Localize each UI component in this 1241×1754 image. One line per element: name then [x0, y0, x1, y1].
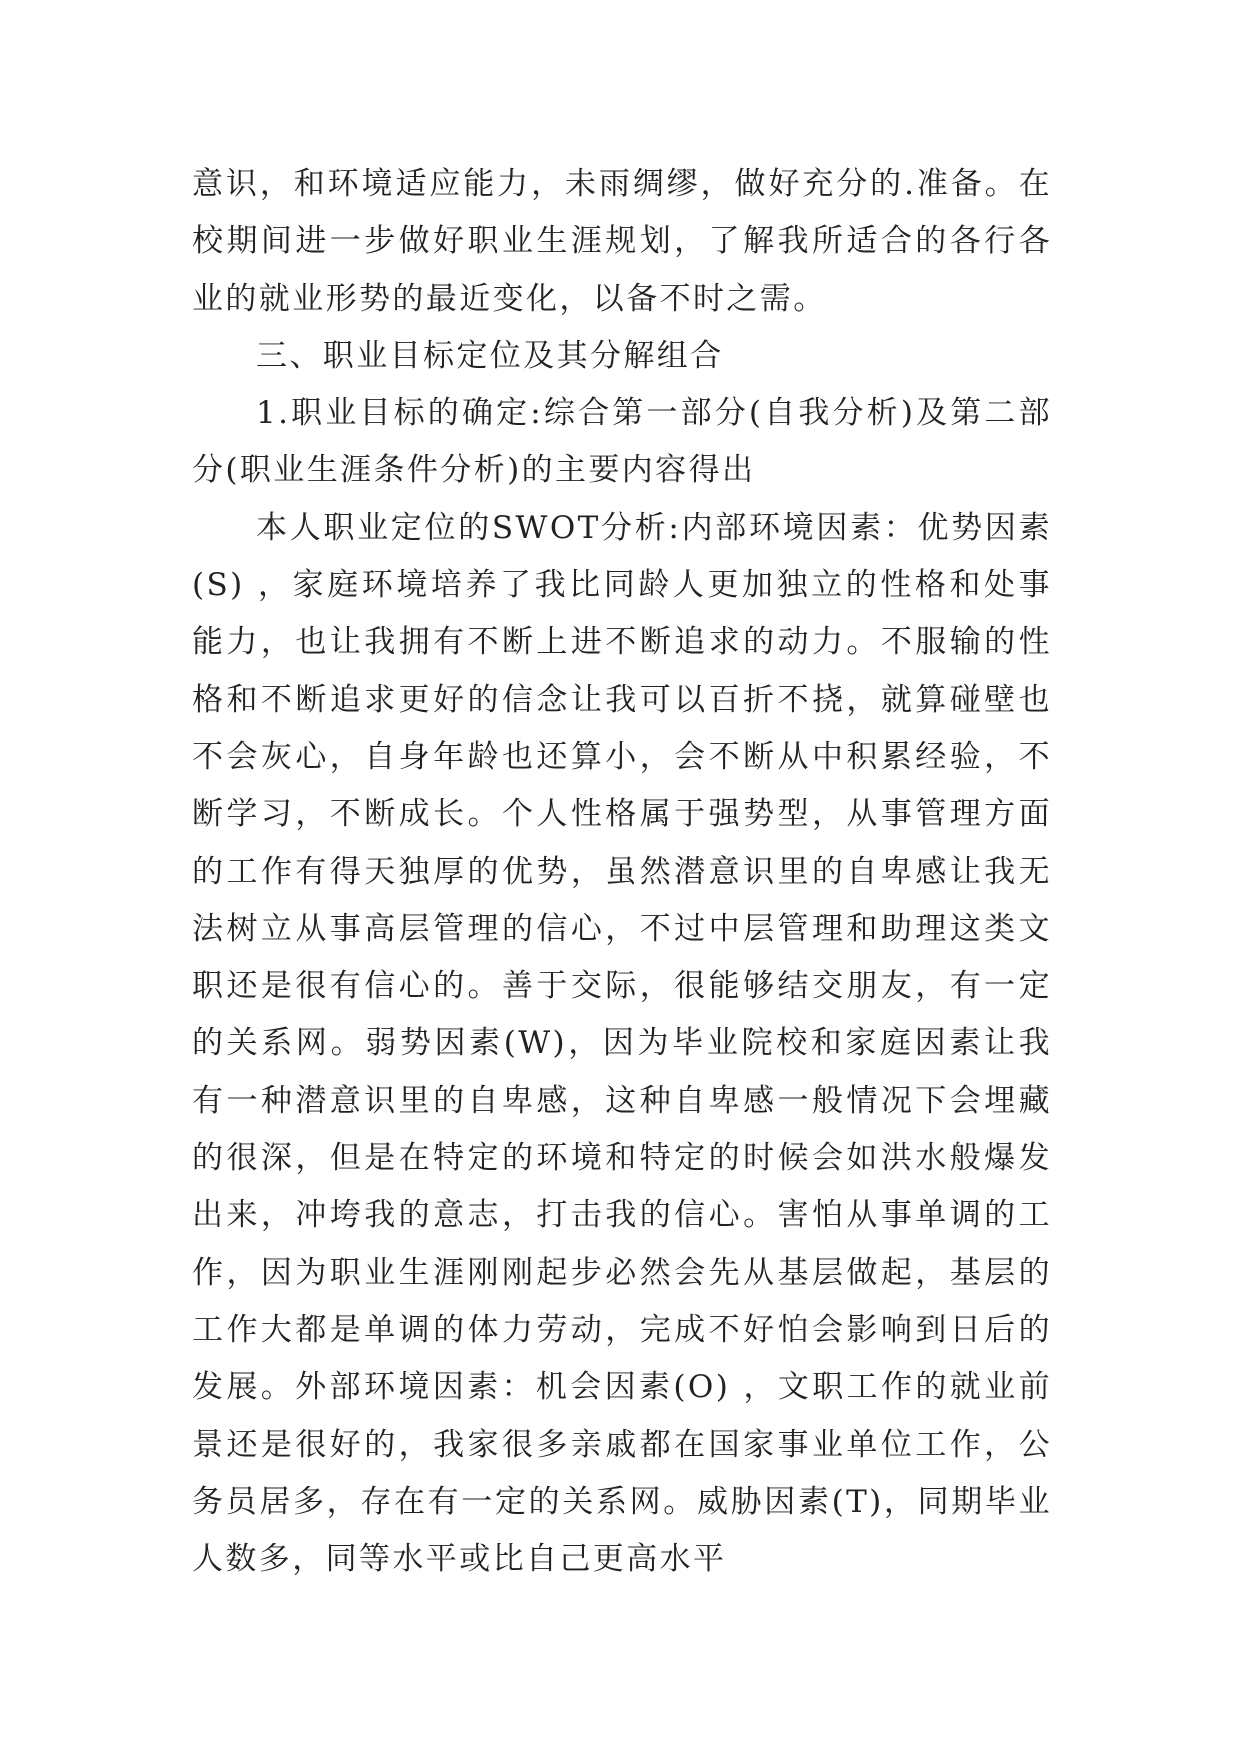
body-text	[192, 156, 1052, 1588]
paragraph-awareness: 意识，和环境适应能力，未雨绸缪，做好充分的.准备。在校期间进一步做好职业生涯规划，了解我所适合的各行各业的就业形势的最近变化，以备不时之需。	[192, 166, 1052, 317]
paragraph-swot-analysis: 本人职业定位的SWOT分析:内部环境因素：优势因素(S) ，家庭环境培养了我比同龄人更加独立的性格和处事能力，也让我拥有不断上进不断追求的动力。不服输的性格和不断追求更好的信念让我可以百折不挠，就算碰壁也不会灰心，自身年龄也还算小，会不断从中积累经验，不断学习，不断成长。个人性格属于强势型，从事管理方面的工作有得天独厚的优势，虽然潜意识里的自卑感让我无法树立从事高层管理的信心，不过中层管理和助理这类文职还是很有信心的。善于交际，很能够结交朋友，有一定的关系网。弱势因素(W)，因为毕业院校和家庭因素让我有一种潜意识里的自卑感，这种自卑感一般情况下会埋藏的很深，但是在特定的环境和特定的时候会如洪水般爆发出来，冲垮我的意志，打击我的信心。害怕从事单调的工作，因为职业生涯刚刚起步必然会先从基层做起，基层的工作大都是单调的体力劳动，完成不好怕会影响到日后的发展。外部环境因素：机会因素(O) ，文职工作的就业前景还是很好的，我家很多亲戚都在国家事业单位工作，公务员居多，存在有一定的关系网。威胁因素(T)，同期毕业人数多，同等水平或比自己更高水平	[192, 509, 1052, 1578]
section-heading-career-goal: 三、职业目标定位及其分解组合	[256, 337, 724, 374]
paragraph-goal-determination: 1.职业目标的确定:综合第一部分(自我分析)及第二部分(职业生涯条件分析)的主要内容得出	[192, 395, 1052, 489]
